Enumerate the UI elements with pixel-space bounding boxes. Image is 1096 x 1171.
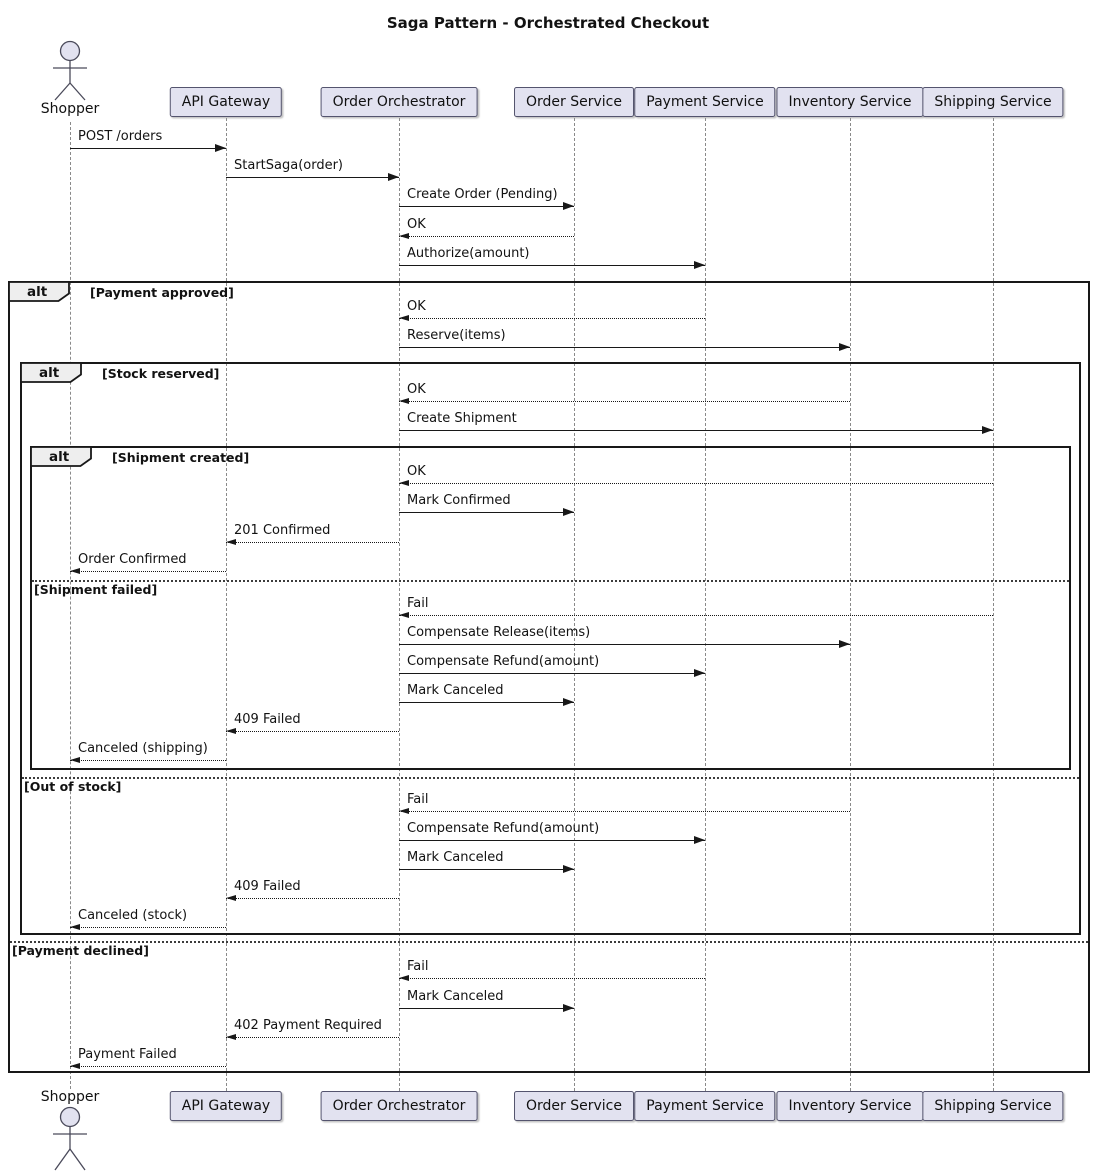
alt-divider-label: [Out of stock] bbox=[24, 779, 122, 794]
message-label: POST /orders bbox=[78, 129, 163, 144]
message-line bbox=[399, 236, 574, 237]
message-line bbox=[399, 978, 705, 979]
alt-keyword: alt bbox=[49, 449, 70, 465]
message-label: 409 Failed bbox=[234, 879, 301, 894]
message-line bbox=[399, 318, 705, 319]
arrowhead-icon bbox=[70, 1063, 80, 1069]
message-label: Fail bbox=[407, 596, 429, 611]
actor-icon bbox=[48, 40, 92, 102]
message-line bbox=[399, 615, 993, 616]
message-label: Fail bbox=[407, 792, 429, 807]
arrowhead-icon bbox=[215, 144, 226, 152]
alt-condition: [Shipment created] bbox=[112, 450, 250, 465]
message-label: OK bbox=[407, 299, 426, 314]
arrowhead-icon bbox=[563, 508, 574, 516]
message-label: OK bbox=[407, 382, 426, 397]
diagram-title: Saga Pattern - Orchestrated Checkout bbox=[386, 14, 710, 32]
message-line bbox=[399, 644, 850, 645]
alt-divider bbox=[10, 941, 1088, 943]
message-line bbox=[399, 265, 705, 266]
participant-box-ordersvc-bottom: Order Service bbox=[514, 1091, 634, 1121]
actor-icon bbox=[48, 1106, 92, 1171]
arrowhead-icon bbox=[399, 315, 409, 321]
alt-divider-label: [Payment declined] bbox=[12, 943, 149, 958]
message-label: Fail bbox=[407, 959, 429, 974]
participant-label-shopper: Shopper bbox=[40, 101, 100, 117]
message-label: 409 Failed bbox=[234, 712, 301, 727]
arrowhead-icon bbox=[839, 343, 850, 351]
message-label: Create Shipment bbox=[407, 411, 517, 426]
participant-box-orch: Order Orchestrator bbox=[321, 87, 478, 117]
message-label: Compensate Refund(amount) bbox=[407, 821, 600, 836]
participant-box-ordersvc: Order Service bbox=[514, 87, 634, 117]
message-line bbox=[399, 673, 705, 674]
message-line bbox=[399, 869, 574, 870]
arrowhead-icon bbox=[70, 568, 80, 574]
alt-condition: [Payment approved] bbox=[90, 285, 234, 300]
actor-figure-bottom bbox=[48, 1106, 92, 1171]
message-label: OK bbox=[407, 217, 426, 232]
message-line bbox=[399, 347, 850, 348]
arrowhead-icon bbox=[226, 1034, 236, 1040]
arrowhead-icon bbox=[399, 975, 409, 981]
arrowhead-icon bbox=[399, 612, 409, 618]
alt-frame-2 bbox=[30, 446, 1071, 770]
message-line bbox=[399, 702, 574, 703]
alt-keyword: alt bbox=[39, 365, 60, 381]
message-line bbox=[226, 177, 399, 178]
message-label: Reserve(items) bbox=[407, 328, 506, 343]
message-label: Mark Canceled bbox=[407, 683, 504, 698]
message-label: Compensate Release(items) bbox=[407, 625, 591, 640]
actor-figure-top bbox=[48, 40, 92, 106]
participant-label-shopper-bottom: Shopper bbox=[40, 1089, 100, 1105]
message-label: StartSaga(order) bbox=[234, 158, 344, 173]
arrowhead-icon bbox=[388, 173, 399, 181]
arrowhead-icon bbox=[399, 480, 409, 486]
arrowhead-icon bbox=[399, 233, 409, 239]
participant-box-apigw-bottom: API Gateway bbox=[170, 1091, 282, 1121]
message-line bbox=[399, 1008, 574, 1009]
message-label: Canceled (stock) bbox=[78, 908, 188, 923]
participant-box-inventory-bottom: Inventory Service bbox=[776, 1091, 923, 1121]
arrowhead-icon bbox=[839, 640, 850, 648]
arrowhead-icon bbox=[226, 728, 236, 734]
arrowhead-icon bbox=[399, 808, 409, 814]
participant-box-payment: Payment Service bbox=[634, 87, 775, 117]
message-line bbox=[226, 731, 399, 732]
arrowhead-icon bbox=[226, 895, 236, 901]
message-line bbox=[70, 571, 226, 572]
message-line bbox=[226, 542, 399, 543]
alt-divider bbox=[22, 777, 1079, 779]
message-label: 201 Confirmed bbox=[234, 523, 331, 538]
message-line bbox=[399, 840, 705, 841]
message-label: Payment Failed bbox=[78, 1047, 177, 1062]
message-label: Mark Confirmed bbox=[407, 493, 511, 508]
message-label: Mark Canceled bbox=[407, 989, 504, 1004]
arrowhead-icon bbox=[694, 836, 705, 844]
message-label: Create Order (Pending) bbox=[407, 187, 558, 202]
arrowhead-icon bbox=[694, 261, 705, 269]
message-line bbox=[70, 760, 226, 761]
message-label: 402 Payment Required bbox=[234, 1018, 382, 1033]
arrowhead-icon bbox=[399, 398, 409, 404]
alt-keyword: alt bbox=[27, 284, 48, 300]
participant-box-orch-bottom: Order Orchestrator bbox=[321, 1091, 478, 1121]
arrowhead-icon bbox=[226, 539, 236, 545]
arrowhead-icon bbox=[563, 202, 574, 210]
message-line bbox=[399, 401, 850, 402]
arrowhead-icon bbox=[563, 865, 574, 873]
message-label: Mark Canceled bbox=[407, 850, 504, 865]
message-line bbox=[226, 898, 399, 899]
arrowhead-icon bbox=[563, 698, 574, 706]
arrowhead-icon bbox=[70, 757, 80, 763]
alt-divider bbox=[32, 580, 1069, 582]
message-line bbox=[70, 148, 226, 149]
arrowhead-icon bbox=[694, 669, 705, 677]
message-label: Authorize(amount) bbox=[407, 246, 530, 261]
message-line bbox=[226, 1037, 399, 1038]
message-label: OK bbox=[407, 464, 426, 479]
message-line bbox=[399, 206, 574, 207]
participant-box-apigw: API Gateway bbox=[170, 87, 282, 117]
message-line bbox=[399, 483, 993, 484]
message-line bbox=[399, 811, 850, 812]
participant-box-shipping: Shipping Service bbox=[922, 87, 1063, 117]
message-line bbox=[70, 1066, 226, 1067]
message-label: Order Confirmed bbox=[78, 552, 187, 567]
participant-box-inventory: Inventory Service bbox=[776, 87, 923, 117]
message-line bbox=[399, 512, 574, 513]
arrowhead-icon bbox=[982, 426, 993, 434]
message-line bbox=[70, 927, 226, 928]
alt-condition: [Stock reserved] bbox=[102, 366, 220, 381]
arrowhead-icon bbox=[563, 1004, 574, 1012]
participant-box-payment-bottom: Payment Service bbox=[634, 1091, 775, 1121]
arrowhead-icon bbox=[70, 924, 80, 930]
participant-box-shipping-bottom: Shipping Service bbox=[922, 1091, 1063, 1121]
message-label: Compensate Refund(amount) bbox=[407, 654, 600, 669]
alt-divider-label: [Shipment failed] bbox=[34, 582, 158, 597]
message-line bbox=[399, 430, 993, 431]
message-label: Canceled (shipping) bbox=[78, 741, 208, 756]
